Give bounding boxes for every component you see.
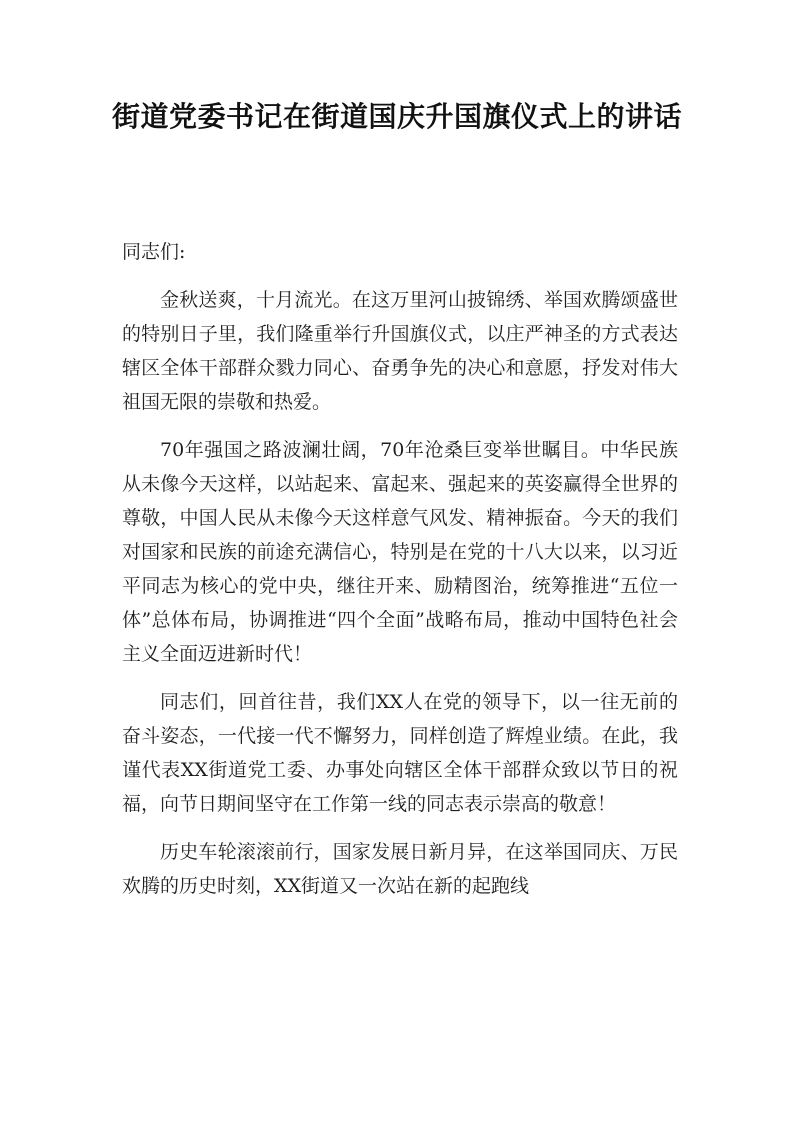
salutation: 同志们: — [122, 241, 186, 263]
paragraph-4: 历史车轮滚滚前行，国家发展日新月异，在这举国同庆、万民欢腾的历史时刻，XX街道又一次站在新的起跑线 — [122, 841, 678, 897]
paragraph-2: 70年强国之路波澜壮阔，70年沧桑巨变举世瞩目。中华民族从未像今天这样，以站起来、富起来、强起来的英姿赢得全世界的尊敬，中国人民从未像今天这样意气风发、精神振奋。今天的我们对国家和民族的前途充满信心，特别是在党的十八大以来，以习近平同志为核心的党中央，继往开来、励精图治，统筹推进“五位一体”总体布局，协调推进“四个全面”战略布局，推动中国特色社会主义全面迈进新时代！ — [122, 439, 678, 665]
document-body — [122, 235, 678, 917]
document-title: 街道党委书记在街道国庆升国旗仪式上的讲话 — [111, 100, 682, 133]
paragraph-3: 同志们，回首往昔，我们XX人在党的领导下，以一往无前的奋斗姿态，一代接一代不懈努力，同样创造了辉煌业绩。在此，我谨代表XX街道党工委、办事处向辖区全体干部群众致以节日的祝福，向节日期间坚守在工作第一线的同志表示崇高的敬意！ — [122, 691, 678, 815]
paragraph-1: 金秋送爽，十月流光。在这万里河山披锦绣、举国欢腾颂盛世的特别日子里，我们隆重举行升国旗仪式，以庄严神圣的方式表达辖区全体干部群众戮力同心、奋勇争先的决心和意愿，抒发对伟大祖国无限的崇敬和热爱。 — [122, 289, 678, 413]
